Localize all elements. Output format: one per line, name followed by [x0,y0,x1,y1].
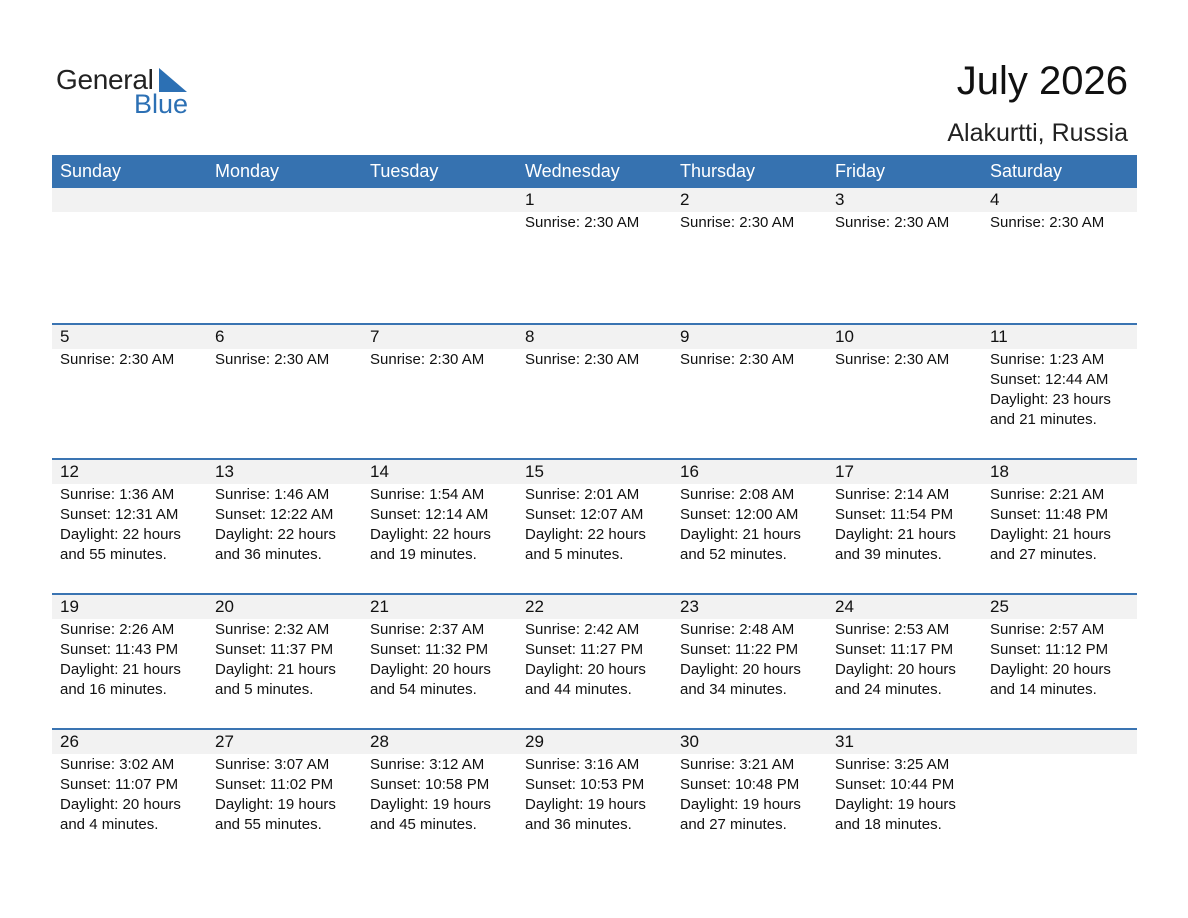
day-number: 14 [370,462,389,481]
day-sun-info: Sunrise: 3:25 AM [835,756,950,773]
day-number: 3 [835,190,845,209]
day-number: 21 [370,597,389,616]
day-number: 13 [215,462,234,481]
day-sun-info: Sunset: 12:44 AM [990,371,1109,388]
day-sun-info: Sunset: 11:12 PM [990,641,1109,658]
day-sun-info: Sunrise: 1:54 AM [370,486,485,503]
day-sun-info: Sunrise: 2:30 AM [680,351,795,368]
weekday-header-sunday: Sunday [60,161,122,181]
day-sun-info: Sunset: 11:07 PM [60,776,179,793]
day-sun-info: Sunset: 11:48 PM [990,506,1109,523]
day-number: 27 [215,732,234,751]
day-cell [362,188,517,233]
day-number: 12 [60,462,79,481]
day-sun-info: Daylight: 23 hours [990,391,1111,408]
day-sun-info: Sunset: 10:48 PM [680,776,800,793]
day-sun-info: Sunrise: 2:32 AM [215,621,330,638]
day-cell [207,325,362,430]
day-sun-info: Sunset: 11:37 PM [215,641,334,658]
day-number: 17 [835,462,854,481]
day-sun-info: Sunrise: 2:48 AM [680,621,795,638]
day-sun-info: and 14 minutes. [990,681,1097,698]
day-cell [827,188,982,233]
day-number: 20 [215,597,234,616]
day-sun-info: Sunrise: 3:21 AM [680,756,795,773]
day-sun-info: Daylight: 21 hours [60,661,181,678]
day-sun-info: Daylight: 19 hours [835,796,956,813]
day-sun-info: Sunset: 12:00 AM [680,506,799,523]
day-sun-info: Sunrise: 2:30 AM [370,351,485,368]
day-sun-info: and 16 minutes. [60,681,167,698]
day-sun-info: and 27 minutes. [990,546,1097,563]
day-sun-info: Sunrise: 2:30 AM [835,214,950,231]
day-sun-info: and 34 minutes. [680,681,787,698]
day-cell [362,595,517,700]
day-cell [207,188,362,233]
day-sun-info: Daylight: 22 hours [215,526,336,543]
day-cell [52,595,207,700]
day-sun-info: Sunset: 11:43 PM [60,641,179,658]
day-sun-info: Daylight: 21 hours [835,526,956,543]
day-sun-info: and 5 minutes. [525,546,624,563]
day-number: 18 [990,462,1009,481]
day-sun-info: Sunrise: 2:30 AM [680,214,795,231]
day-sun-info: Daylight: 19 hours [525,796,646,813]
day-cell [207,460,362,565]
day-number: 4 [990,190,1000,209]
day-sun-info: Sunset: 11:22 PM [680,641,799,658]
day-sun-info: Sunset: 12:31 AM [60,506,179,523]
day-cell [517,460,672,565]
day-number: 29 [525,732,544,751]
day-number: 16 [680,462,699,481]
day-number: 25 [990,597,1009,616]
day-sun-info: Sunset: 10:44 PM [835,776,955,793]
day-sun-info: and 52 minutes. [680,546,787,563]
day-cell [827,460,982,565]
day-sun-info: and 21 minutes. [990,411,1097,428]
day-sun-info: Sunrise: 3:16 AM [525,756,640,773]
generalblue-logo [56,62,206,122]
day-sun-info: Sunrise: 3:07 AM [215,756,330,773]
day-number: 2 [680,190,690,209]
day-cell [672,460,827,565]
day-sun-info: Sunrise: 2:53 AM [835,621,950,638]
day-number: 23 [680,597,699,616]
day-sun-info: Sunset: 11:32 PM [370,641,489,658]
weekday-header-saturday: Saturday [990,161,1063,181]
day-number: 15 [525,462,544,481]
day-sun-info: Sunrise: 1:23 AM [990,351,1105,368]
day-sun-info: Sunset: 10:58 PM [370,776,490,793]
weekday-header-friday: Friday [835,161,886,181]
calendar-week [52,458,1137,593]
day-sun-info: Daylight: 21 hours [680,526,801,543]
weekday-header-monday: Monday [215,161,280,181]
day-sun-info: Daylight: 19 hours [215,796,336,813]
day-cell [362,460,517,565]
calendar-week [52,593,1137,728]
day-sun-info: Sunset: 10:53 PM [525,776,645,793]
day-sun-info: Sunrise: 2:30 AM [990,214,1105,231]
day-cell [517,188,672,233]
day-sun-info: and 5 minutes. [215,681,314,698]
day-cell [52,730,207,835]
day-sun-info: and 44 minutes. [525,681,632,698]
day-cell [52,460,207,565]
day-number: 1 [525,190,535,209]
day-sun-info: Sunrise: 2:08 AM [680,486,795,503]
weekday-header-thursday: Thursday [680,161,756,181]
day-number [990,730,1137,754]
day-cell [52,188,207,233]
day-sun-info: Sunrise: 2:30 AM [60,351,175,368]
weekday-header-tuesday: Tuesday [370,161,439,181]
day-cell [982,730,1137,835]
day-number [60,188,207,212]
day-cell [672,325,827,430]
day-sun-info: and 4 minutes. [60,816,159,833]
day-sun-info: Sunrise: 2:30 AM [525,214,640,231]
day-sun-info: Sunrise: 1:46 AM [215,486,330,503]
day-number [215,188,362,212]
calendar-grid [52,155,1137,863]
day-cell [982,325,1137,430]
weekday-header-wednesday: Wednesday [525,161,620,181]
day-sun-info: Sunrise: 2:57 AM [990,621,1105,638]
day-cell [52,325,207,430]
day-sun-info: Sunrise: 2:42 AM [525,621,640,638]
day-sun-info: and 55 minutes. [60,546,167,563]
day-cell [517,730,672,835]
day-number: 5 [60,327,70,346]
day-number [370,188,517,212]
day-sun-info: Sunrise: 2:21 AM [990,486,1105,503]
day-cell [827,595,982,700]
day-sun-info: Daylight: 20 hours [525,661,646,678]
day-sun-info: Sunset: 11:02 PM [215,776,334,793]
day-sun-info: and 36 minutes. [215,546,322,563]
day-sun-info: Sunrise: 1:36 AM [60,486,175,503]
day-cell [362,325,517,430]
day-sun-info: Sunset: 11:17 PM [835,641,954,658]
day-sun-info: Daylight: 22 hours [370,526,491,543]
day-number: 9 [680,327,690,346]
day-cell [982,595,1137,700]
calendar-week [52,323,1137,458]
day-sun-info: and 45 minutes. [370,816,477,833]
day-sun-info: Sunrise: 2:37 AM [370,621,485,638]
day-cell [982,188,1137,233]
day-sun-info: Sunrise: 2:26 AM [60,621,175,638]
day-sun-info: Sunrise: 2:30 AM [835,351,950,368]
location-subtitle: Alakurtti, Russia [947,119,1128,147]
day-cell [517,325,672,430]
day-sun-info: Daylight: 20 hours [990,661,1111,678]
day-sun-info: Sunset: 12:22 AM [215,506,334,523]
day-number: 26 [60,732,79,751]
day-sun-info: and 55 minutes. [215,816,322,833]
day-sun-info: Sunrise: 2:01 AM [525,486,640,503]
day-sun-info: Daylight: 20 hours [680,661,801,678]
calendar-week [52,188,1137,323]
day-cell [982,460,1137,565]
day-cell [207,730,362,835]
day-cell [672,595,827,700]
day-sun-info: Daylight: 21 hours [215,661,336,678]
day-sun-info: and 54 minutes. [370,681,477,698]
day-sun-info: Sunset: 11:54 PM [835,506,954,523]
weekday-header-row [52,155,1137,188]
day-sun-info: Sunrise: 2:30 AM [525,351,640,368]
day-number: 7 [370,327,380,346]
day-sun-info: Daylight: 20 hours [835,661,956,678]
day-number: 10 [835,327,854,346]
day-number: 19 [60,597,79,616]
day-sun-info: Daylight: 21 hours [990,526,1111,543]
day-sun-info: and 36 minutes. [525,816,632,833]
day-sun-info: Daylight: 22 hours [60,526,181,543]
day-sun-info: Sunrise: 2:30 AM [215,351,330,368]
day-cell [827,730,982,835]
day-sun-info: Daylight: 20 hours [60,796,181,813]
calendar-week [52,728,1137,863]
day-cell [362,730,517,835]
day-number: 8 [525,327,535,346]
day-number: 24 [835,597,854,616]
day-number: 22 [525,597,544,616]
day-cell [827,325,982,430]
calendar-weeks [52,188,1137,863]
day-number: 28 [370,732,389,751]
day-sun-info: Sunset: 11:27 PM [525,641,644,658]
day-sun-info: and 27 minutes. [680,816,787,833]
logo-blue-text: Blue [134,89,189,119]
day-sun-info: Sunrise: 2:14 AM [835,486,950,503]
day-sun-info: Daylight: 19 hours [680,796,801,813]
logo-general-text: General [56,64,154,95]
day-sun-info: Daylight: 19 hours [370,796,491,813]
day-sun-info: and 24 minutes. [835,681,942,698]
day-cell [207,595,362,700]
day-number: 6 [215,327,225,346]
day-cell [672,730,827,835]
day-number: 30 [680,732,699,751]
day-sun-info: Sunrise: 3:02 AM [60,756,175,773]
day-sun-info: and 18 minutes. [835,816,942,833]
day-sun-info: Sunrise: 3:12 AM [370,756,485,773]
day-sun-info: Sunset: 12:14 AM [370,506,489,523]
day-sun-info: Sunset: 12:07 AM [525,506,644,523]
day-number: 31 [835,732,854,751]
day-sun-info: and 19 minutes. [370,546,477,563]
day-cell [672,188,827,233]
page-title: July 2026 [956,59,1128,103]
day-sun-info: and 39 minutes. [835,546,942,563]
day-sun-info: Daylight: 22 hours [525,526,646,543]
day-number: 11 [990,327,1008,346]
day-sun-info: Daylight: 20 hours [370,661,491,678]
day-cell [517,595,672,700]
